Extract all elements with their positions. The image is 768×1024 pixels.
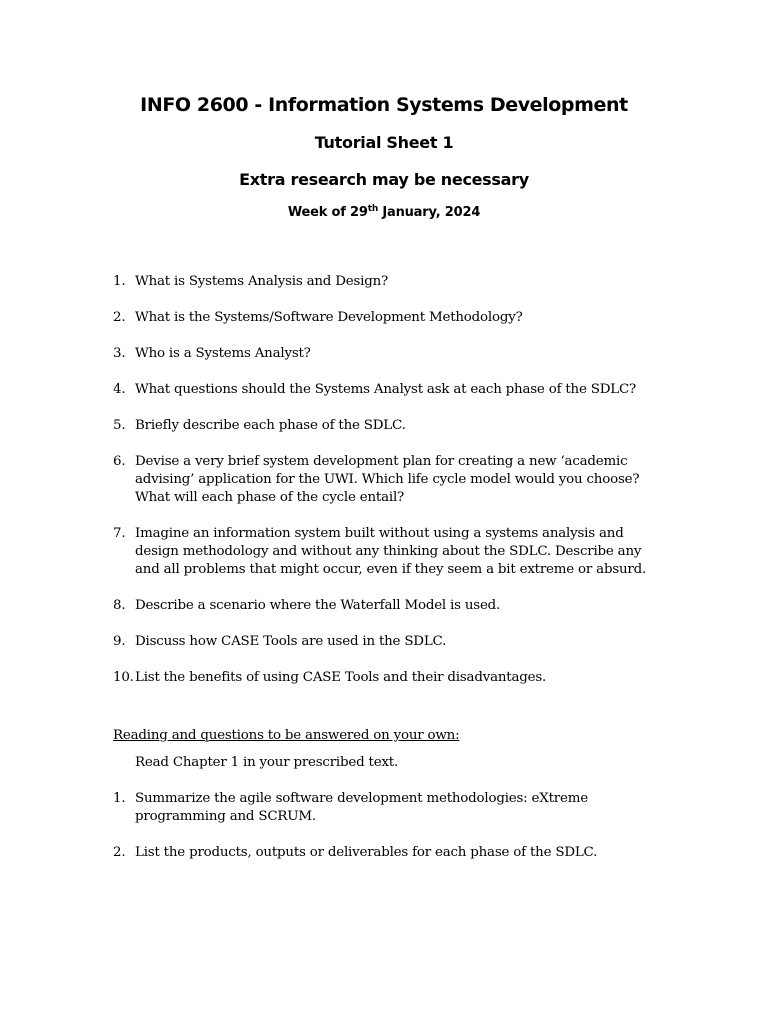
question-number: 9. <box>113 634 126 649</box>
question-number: 6. <box>113 454 126 469</box>
document-title: INFO 2600 - Information Systems Development <box>140 94 628 116</box>
question-text-line: programming and SCRUM. <box>135 809 316 824</box>
question-number: 5. <box>113 418 126 433</box>
reading-intro: Read Chapter 1 in your prescribed text. <box>135 755 399 770</box>
question-text-line: Devise a very brief system development plan for creating a new ‘academic <box>135 454 628 469</box>
week-suffix: January, 2024 <box>378 205 481 220</box>
question-number: 8. <box>113 598 126 613</box>
question-number: 4. <box>113 382 126 397</box>
question-text-line: advising’ application for the UWI. Which life cycle model would you choose? <box>135 472 640 487</box>
question-1 <box>113 273 388 291</box>
question-text: Discuss how CASE Tools are used in the SDLC. <box>135 634 447 649</box>
question-text: What is Systems Analysis and Design? <box>135 274 388 289</box>
question-text-line: design methodology and without any thinking about the SDLC. Describe any <box>135 544 642 559</box>
tutorial-sheet-label: Tutorial Sheet 1 <box>314 133 454 152</box>
question-3 <box>113 345 311 363</box>
reading-question-2 <box>113 844 597 862</box>
question-text: Briefly describe each phase of the SDLC. <box>135 418 406 433</box>
question-number: 1. <box>113 791 126 806</box>
question-text: List the benefits of using CASE Tools and their disadvantages. <box>135 670 547 685</box>
question-4 <box>113 381 636 399</box>
question-text: Describe a scenario where the Waterfall Model is used. <box>135 598 501 613</box>
reading-section-heading: Reading and questions to be answered on your own: <box>113 728 460 743</box>
question-text: What is the Systems/Software Development Methodology? <box>135 310 523 325</box>
question-number: 2. <box>113 845 126 860</box>
question-text-line: Imagine an information system built without using a systems analysis and <box>135 526 624 541</box>
question-text: What questions should the Systems Analyst ask at each phase of the SDLC? <box>135 382 636 397</box>
question-text-line: and all problems that might occur, even if they seem a bit extreme or absurd. <box>135 562 647 577</box>
question-2 <box>113 309 523 327</box>
question-10 <box>113 669 546 687</box>
question-number: 3. <box>113 346 126 361</box>
question-number: 10. <box>113 670 134 685</box>
question-text: Who is a Systems Analyst? <box>135 346 311 361</box>
reading-question-1 <box>113 790 588 826</box>
week-prefix: Week of 29 <box>287 205 368 220</box>
question-number: 2. <box>113 310 126 325</box>
week-ordinal-suffix: th <box>367 204 379 214</box>
question-7 <box>113 525 646 579</box>
question-number: 7. <box>113 526 126 541</box>
question-text-line: What will each phase of the cycle entail? <box>135 490 405 505</box>
question-8 <box>113 597 500 615</box>
research-note: Extra research may be necessary <box>239 170 529 189</box>
week-date <box>0 205 768 220</box>
question-5 <box>113 417 406 435</box>
question-6 <box>113 453 639 507</box>
question-text: List the products, outputs or deliverables for each phase of the SDLC. <box>135 845 598 860</box>
question-9 <box>113 633 446 651</box>
question-number: 1. <box>113 274 126 289</box>
question-text-line: Summarize the agile software development methodologies: eXtreme <box>135 791 588 806</box>
